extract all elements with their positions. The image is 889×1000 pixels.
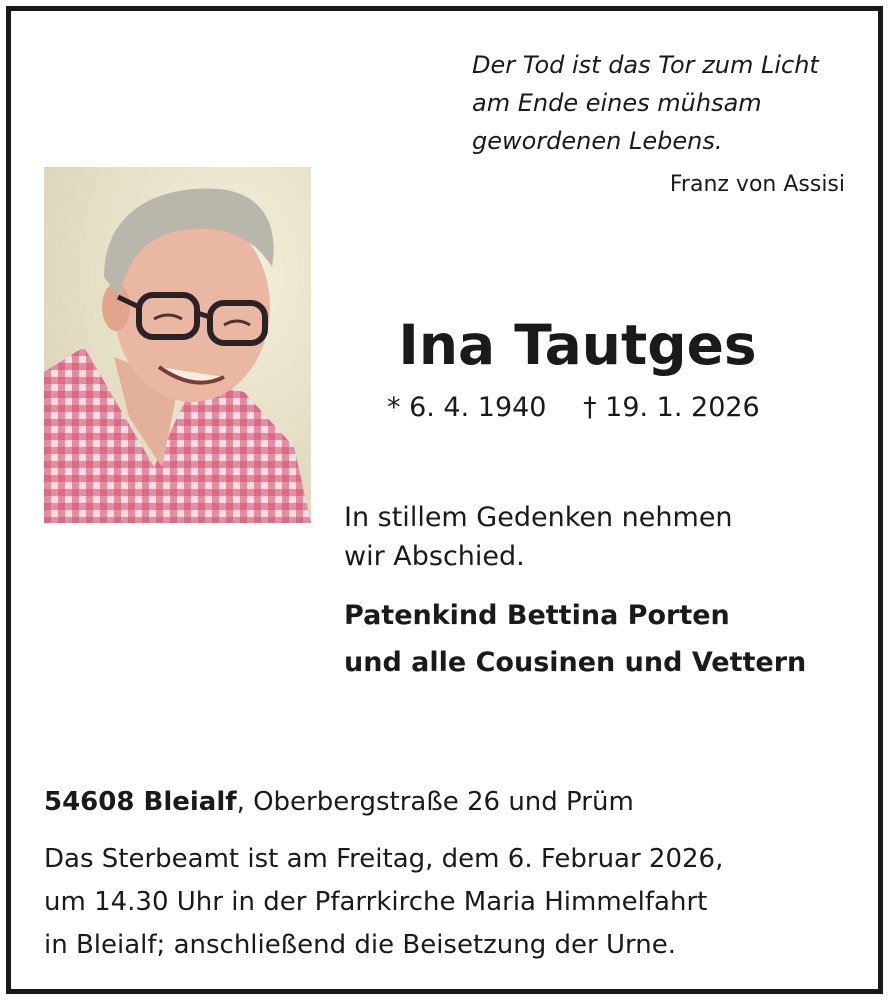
portrait-photo (44, 167, 311, 523)
address-line (44, 782, 634, 822)
quote-line: Der Tod ist das Tor zum Licht (472, 51, 819, 79)
quote-line: gewordenen Lebens. (472, 127, 723, 155)
mourners-list (344, 592, 806, 686)
farewell-line: wir Abschied. (344, 541, 525, 572)
service-line: in Bleialf; anschließend die Beisetzung der Urne. (44, 930, 676, 960)
service-details (44, 838, 723, 967)
quote-author: Franz von Assisi (669, 172, 845, 197)
mourner-line: und alle Cousinen und Vettern (344, 647, 807, 678)
life-dates (387, 388, 760, 428)
service-line: um 14.30 Uhr in der Pfarrkirche Maria Himmelfahrt (44, 887, 708, 917)
farewell-line: In stillem Gedenken nehmen (344, 502, 733, 533)
mourner-line: Patenkind Bettina Porten (344, 600, 730, 631)
death-date: † 19. 1. 2026 (583, 392, 760, 423)
deceased-name: Ina Tautges (398, 313, 757, 377)
address-street: , Oberbergstraße 26 und Prüm (236, 787, 634, 817)
service-line: Das Sterbeamt ist am Freitag, dem 6. Februar 2026, (44, 844, 724, 874)
farewell-text (344, 498, 733, 576)
address-city: 54608 Bleialf (44, 787, 237, 817)
quote-line: am Ende eines mühsam (472, 89, 762, 117)
birth-date: * 6. 4. 1940 (387, 392, 547, 423)
epigraph-quote (472, 46, 852, 160)
